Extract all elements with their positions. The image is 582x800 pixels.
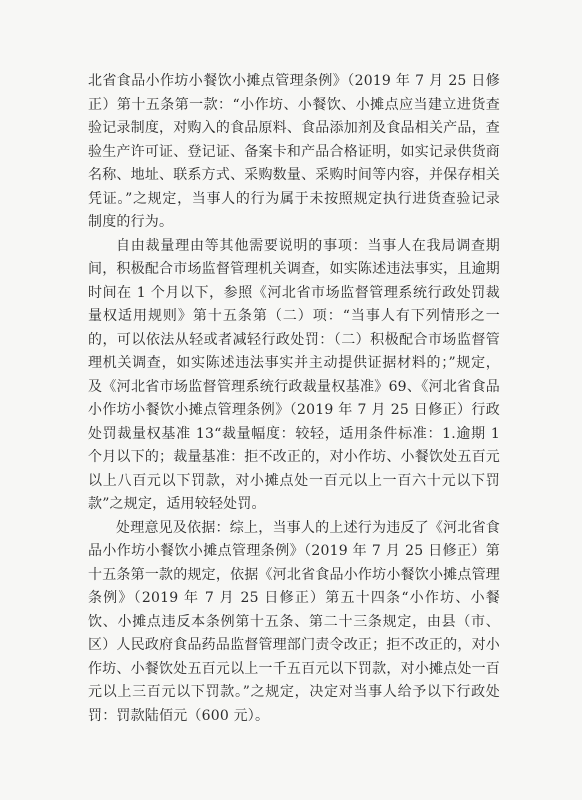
document-body bbox=[88, 70, 500, 728]
paragraph-decision: 处理意见及依据：综上，当事人的上述行为违反了《河北省食品小作坊小餐饮小摊点管理条例》（2019 年 7 月 25 日修正）第十五条第一款的规定，依据《河北省食品小作坊小餐饮小摊点管理条例》（2019 年 7 月 25 日修正）第五十四条“小作坊、小餐饮、小摊点违反本条例第十五条、第二十三条规定，由县（市、区）人民政府食品药品监督管理部门责令改正；拒不改正的，对小作坊、小餐饮处五百元以上一千五百元以下罚款，对小摊点处一百元以上三百元以下罚款。”之规定，决定对当事人给予以下行政处罚：罚款陆佰元（600 元）。 bbox=[88, 519, 500, 724]
paragraph-legal-basis: 北省食品小作坊小餐饮小摊点管理条例》（2019 年 7 月 25 日修正）第十五条第一款：“小作坊、小餐饮、小摊点应当建立进货查验记录制度，对购入的食品原料、食品添加剂及食品相关产品，查验生产许可证、登记证、备案卡和产品合格证明，如实记录供货商名称、地址、联系方式、采购数量、采购时间等内容，并保存相关凭证。”之规定，当事人的行为属于未按照规定执行进货查验记录制度的行为。 bbox=[88, 73, 500, 230]
paragraph-discretion-reason: 自由裁量理由等其他需要说明的事项：当事人在我局调查期间，积极配合市场监督管理机关调查，如实陈述违法事实，且逾期时间在 1 个月以下，参照《河北省市场监督管理系统行政处罚裁量权适用规则》第十五条第（二）项：“当事人有下列情形之一的，可以依法从轻或者减轻行政处罚：（二）积极配合市场监督管理机关调查，如实陈述违法事实并主动提供证据材料的；”规定，及《河北省市场监督管理系统行政裁量权基准》69、《河北省食品小作坊小餐饮小摊点管理条例》（2019 年 7 月 25 日修正）行政处罚裁量权基准 13“裁量幅度：较轻，适用条件标准：1.逾期 1 个月以下的；裁量基准：拒不改正的，对小作坊、小餐饮处五百元以上八百元以下罚款，对小摊点处一百元以上一百六十元以下罚款”之规定，适用较轻处罚。 bbox=[88, 237, 500, 512]
